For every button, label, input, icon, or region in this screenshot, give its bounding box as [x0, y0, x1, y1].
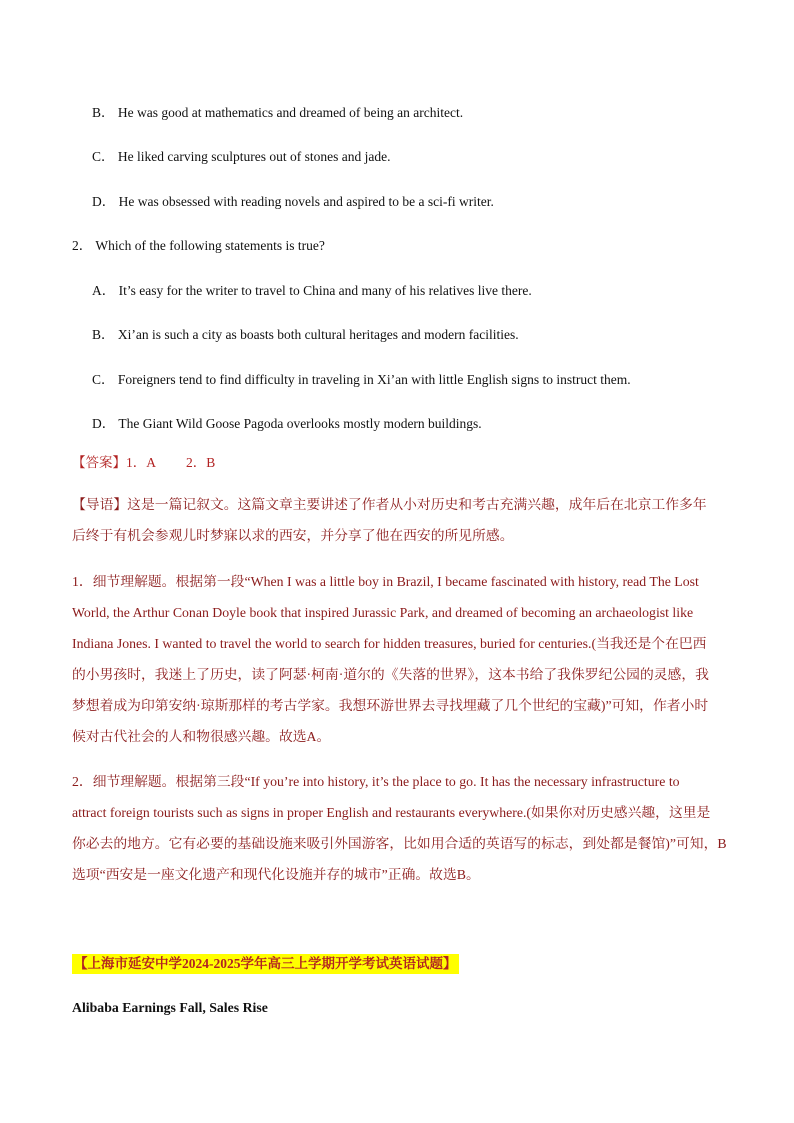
q1-option-c: C． He liked carving sculptures out of stones and jade. — [92, 149, 391, 164]
q2-option-c: C． Foreigners tend to find difficulty in traveling in Xi’an with little English signs to instruct them. — [92, 372, 631, 387]
article-title: Alibaba Earnings Fall, Sales Rise — [72, 1000, 268, 1015]
answer-2: 2．B — [186, 455, 216, 470]
explanation-1: 1．细节理解题。根据第一段“When I was a little boy in Brazil, I became fascinated with history, read The Lost World, the Arthur Conan Doyle book that inspired Jurassic Park, and dreamed of becoming an archaeologist like Indiana Jones. I wanted to travel the world to search for hidden treasures, buried for centuries.(当我还是个在巴西 的小男孩时，我迷上了历史，读了阿瑟·柯南·道尔的《失落的世界》，这本书给了我侏罗纪公园的灵感，我 梦想着成为印第安纳·琼斯那样的考古学家。我想环游世界去寻找埋藏了几个世纪的宝藏)”可知，作者小时 候对古代社会的人和物很感兴趣。故选A。 — [72, 574, 709, 744]
q2-option-a: A． It’s easy for the writer to travel to China and many of his relatives live there. — [92, 283, 532, 298]
question-2: 2． Which of the following statements is true? — [72, 238, 325, 253]
answer-line — [72, 454, 215, 472]
answer-1: 1．A — [126, 455, 156, 470]
q1-option-b: B． He was good at mathematics and dreamed of being an architect. — [92, 105, 464, 120]
q1-option-d: D． He was obsessed with reading novels and aspired to be a sci-fi writer. — [92, 194, 494, 209]
source-tag: 【上海市延安中学2024-2025学年高三上学期开学考试英语试题】 — [72, 954, 459, 974]
q2-option-d: D． The Giant Wild Goose Pagoda overlooks mostly modern buildings. — [92, 416, 482, 431]
q2-option-b: B． Xi’an is such a city as boasts both cultural heritages and modern facilities. — [92, 327, 519, 342]
answer-label: 【答案】 — [72, 455, 126, 470]
explanation-2: 2．细节理解题。根据第三段“If you’re into history, it’s the place to go. It has the necessary infrastructure to attract foreign tourists such as signs in proper English and restaurants everywhere.(如果你对历史感兴趣，这里是 你必去的地方。它有必要的基础设施来吸引外国游客，比如用合适的英语写的标志，到处都是餐馆)”可知，B 选项“西安是一座文化遗产和现代化设施并存的城市”正确。故选B。 — [72, 774, 727, 882]
guide-paragraph: 【导语】这是一篇记叙文。这篇文章主要讲述了作者从小对历史和考古充满兴趣，成年后在北京工作多年 后终于有机会参观儿时梦寐以求的西安，并分享了他在西安的所见所感。 — [72, 497, 707, 543]
